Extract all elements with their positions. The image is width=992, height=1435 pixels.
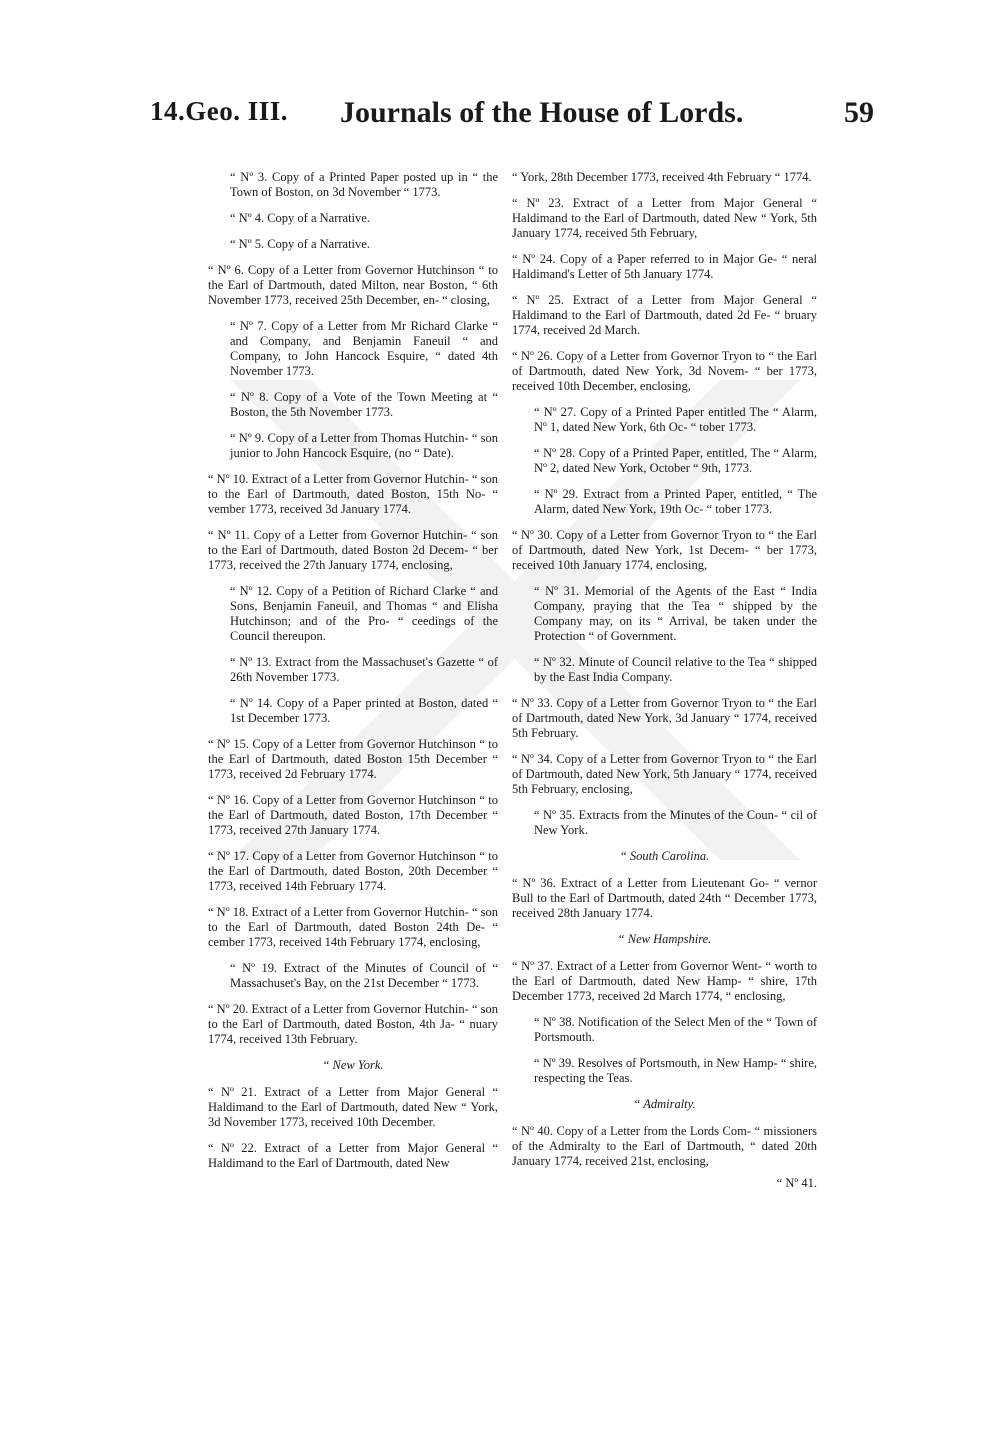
paper-entry: “ Nº 30. Copy of a Letter from Governor Tryon to “ the Earl of Dartmouth, dated New York, 1st Decem- “ ber 1773, received 10th January 1774, enclosing, <box>512 528 817 572</box>
paper-entry: “ Nº 11. Copy of a Letter from Governor Hutchin- “ son to the Earl of Dartmouth, dated Boston 2d Decem- “ ber 1773, received the 27th January 1774, enclosing, <box>208 528 498 572</box>
regnal-year: 14.Geo. III. <box>150 96 289 126</box>
paper-entry: “ Nº 19. Extract of the Minutes of Council of “ Massachuset's Bay, on the 21st December “ 1773. <box>230 961 498 990</box>
section-heading: “ New York. <box>322 1058 384 1072</box>
left-column <box>208 170 498 1182</box>
paper-entry: “ Nº 39. Resolves of Portsmouth, in New Hamp- “ shire, respecting the Teas. <box>534 1056 817 1085</box>
section-heading: “ New Hampshire. <box>617 932 712 946</box>
paper-entry: “ Nº 24. Copy of a Paper referred to in Major Ge- “ neral Haldimand's Letter of 5th January 1774. <box>512 252 817 281</box>
paper-entry: “ Nº 27. Copy of a Printed Paper entitled The “ Alarm, Nº 1, dated New York, 6th Oc- “ tober 1773. <box>534 405 817 434</box>
paper-entry: “ Nº 7. Copy of a Letter from Mr Richard Clarke “ and Company, and Benjamin Faneuil “ and Company, to John Hancock Esquire, “ dated 4th November 1773. <box>230 319 498 378</box>
paper-entry: “ Nº 31. Memorial of the Agents of the East “ India Company, praying that the Tea “ shipped by the Company may, on its “ Arrival, be taken under the Protection “ of Government. <box>534 584 817 643</box>
paper-entry: “ Nº 5. Copy of a Narrative. <box>230 237 370 251</box>
paper-entry: “ Nº 16. Copy of a Letter from Governor Hutchinson “ to the Earl of Dartmouth, dated Boston, 17th December “ 1773, received 27th January 1774. <box>208 793 498 837</box>
paper-entry: “ Nº 14. Copy of a Paper printed at Boston, dated “ 1st December 1773. <box>230 696 498 725</box>
journal-title: Journals of the House of Lords. <box>340 96 744 129</box>
paper-entry: “ Nº 33. Copy of a Letter from Governor Tryon to “ the Earl of Dartmouth, dated New York, 3d January “ 1774, received 5th February. <box>512 696 817 740</box>
paper-entry: “ Nº 8. Copy of a Vote of the Town Meeting at “ Boston, the 5th November 1773. <box>230 390 498 419</box>
paper-entry: “ Nº 18. Extract of a Letter from Governor Hutchin- “ son to the Earl of Dartmouth, dated Boston 24th De- “ cember 1773, received 14th February 1774, enclosing, <box>208 905 498 949</box>
paper-entry: “ Nº 36. Extract of a Letter from Lieutenant Go- “ vernor Bull to the Earl of Dartmouth, dated 24th “ December 1773, received 28th January 1774. <box>512 876 817 920</box>
paper-entry: “ Nº 3. Copy of a Printed Paper posted up in “ the Town of Boston, on 3d November “ 1773. <box>230 170 498 199</box>
paper-entry: “ Nº 40. Copy of a Letter from the Lords Com- “ missioners of the Admiralty to the Earl of Dartmouth, “ dated 20th January 1774, received 21st, enclosing, <box>512 1124 817 1168</box>
section-heading: “ Admiralty. <box>633 1097 696 1111</box>
paper-entry: “ Nº 34. Copy of a Letter from Governor Tryon to “ the Earl of Dartmouth, dated New York, 5th January “ 1774, received 5th February, enclosing, <box>512 752 817 796</box>
paper-entry: “ Nº 22. Extract of a Letter from Major General “ Haldimand to the Earl of Dartmouth, dated New <box>208 1141 498 1170</box>
paper-entry: “ Nº 29. Extract from a Printed Paper, entitled, “ The Alarm, dated New York, 19th Oc- “ tober 1773. <box>534 487 817 516</box>
paper-entry: “ Nº 15. Copy of a Letter from Governor Hutchinson “ to the Earl of Dartmouth, dated Boston 15th December “ 1773, received 2d February 1774. <box>208 737 498 781</box>
paper-entry: “ Nº 37. Extract of a Letter from Governor Went- “ worth to the Earl of Dartmouth, dated New Hamp- “ shire, 17th December 1773, received 2d March 1774, “ enclosing, <box>512 959 817 1003</box>
paper-entry: “ Nº 17. Copy of a Letter from Governor Hutchinson “ to the Earl of Dartmouth, dated Boston, 20th December “ 1773, received 14th February 1774. <box>208 849 498 893</box>
page-header <box>150 96 874 156</box>
section-heading: “ South Carolina. <box>619 849 710 863</box>
paper-entry: “ Nº 38. Notification of the Select Men of the “ Town of Portsmouth. <box>534 1015 817 1044</box>
paper-entry: “ York, 28th December 1773, received 4th February “ 1774. <box>512 170 812 184</box>
paper-entry: “ Nº 20. Extract of a Letter from Governor Hutchin- “ son to the Earl of Dartmouth, dated Boston, 4th Ja- “ nuary 1774, received 13th February. <box>208 1002 498 1046</box>
paper-entry: “ Nº 12. Copy of a Petition of Richard Clarke “ and Sons, Benjamin Faneuil, and Thomas “ and Elisha Hutchinson; and of the Pro- “ ceedings of the Council thereupon. <box>230 584 498 643</box>
page-number: 59 <box>844 96 874 129</box>
paper-entry: “ Nº 28. Copy of a Printed Paper, entitled, The “ Alarm, Nº 2, dated New York, October “ 9th, 1773. <box>534 446 817 475</box>
paper-entry: “ Nº 13. Extract from the Massachuset's Gazette “ of 26th November 1773. <box>230 655 498 684</box>
paper-entry: “ Nº 10. Extract of a Letter from Governor Hutchin- “ son to the Earl of Dartmouth, dated Boston, 15th No- “ vember 1773, received 3d January 1774. <box>208 472 498 516</box>
right-column <box>512 170 817 1191</box>
paper-entry: “ Nº 23. Extract of a Letter from Major General “ Haldimand to the Earl of Dartmouth, dated New “ York, 5th January 1774, received 5th February, <box>512 196 817 240</box>
paper-entry: “ Nº 6. Copy of a Letter from Governor Hutchinson “ to the Earl of Dartmouth, dated Milton, near Boston, “ 6th November 1773, received 25th December, en- “ closing, <box>208 263 498 307</box>
paper-entry: “ Nº 25. Extract of a Letter from Major General “ Haldimand to the Earl of Dartmouth, dated 2d Fe- “ bruary 1774, received 2d March. <box>512 293 817 337</box>
paper-entry: “ Nº 4. Copy of a Narrative. <box>230 211 370 225</box>
paper-entry: “ Nº 21. Extract of a Letter from Major General “ Haldimand to the Earl of Dartmouth, dated New “ York, 3d November 1773, received 10th December. <box>208 1085 498 1129</box>
paper-entry: “ Nº 9. Copy of a Letter from Thomas Hutchin- “ son junior to John Hancock Esquire, (no “ Date). <box>230 431 498 460</box>
paper-entry: “ Nº 26. Copy of a Letter from Governor Tryon to “ the Earl of Dartmouth, dated New York, 3d Novem- “ ber 1773, received 10th December, enclosing, <box>512 349 817 393</box>
catchword: “ Nº 41. <box>776 1176 817 1190</box>
paper-entry: “ Nº 32. Minute of Council relative to the Tea “ shipped by the East India Company. <box>534 655 817 684</box>
paper-entry: “ Nº 35. Extracts from the Minutes of the Coun- “ cil of New York. <box>534 808 817 837</box>
